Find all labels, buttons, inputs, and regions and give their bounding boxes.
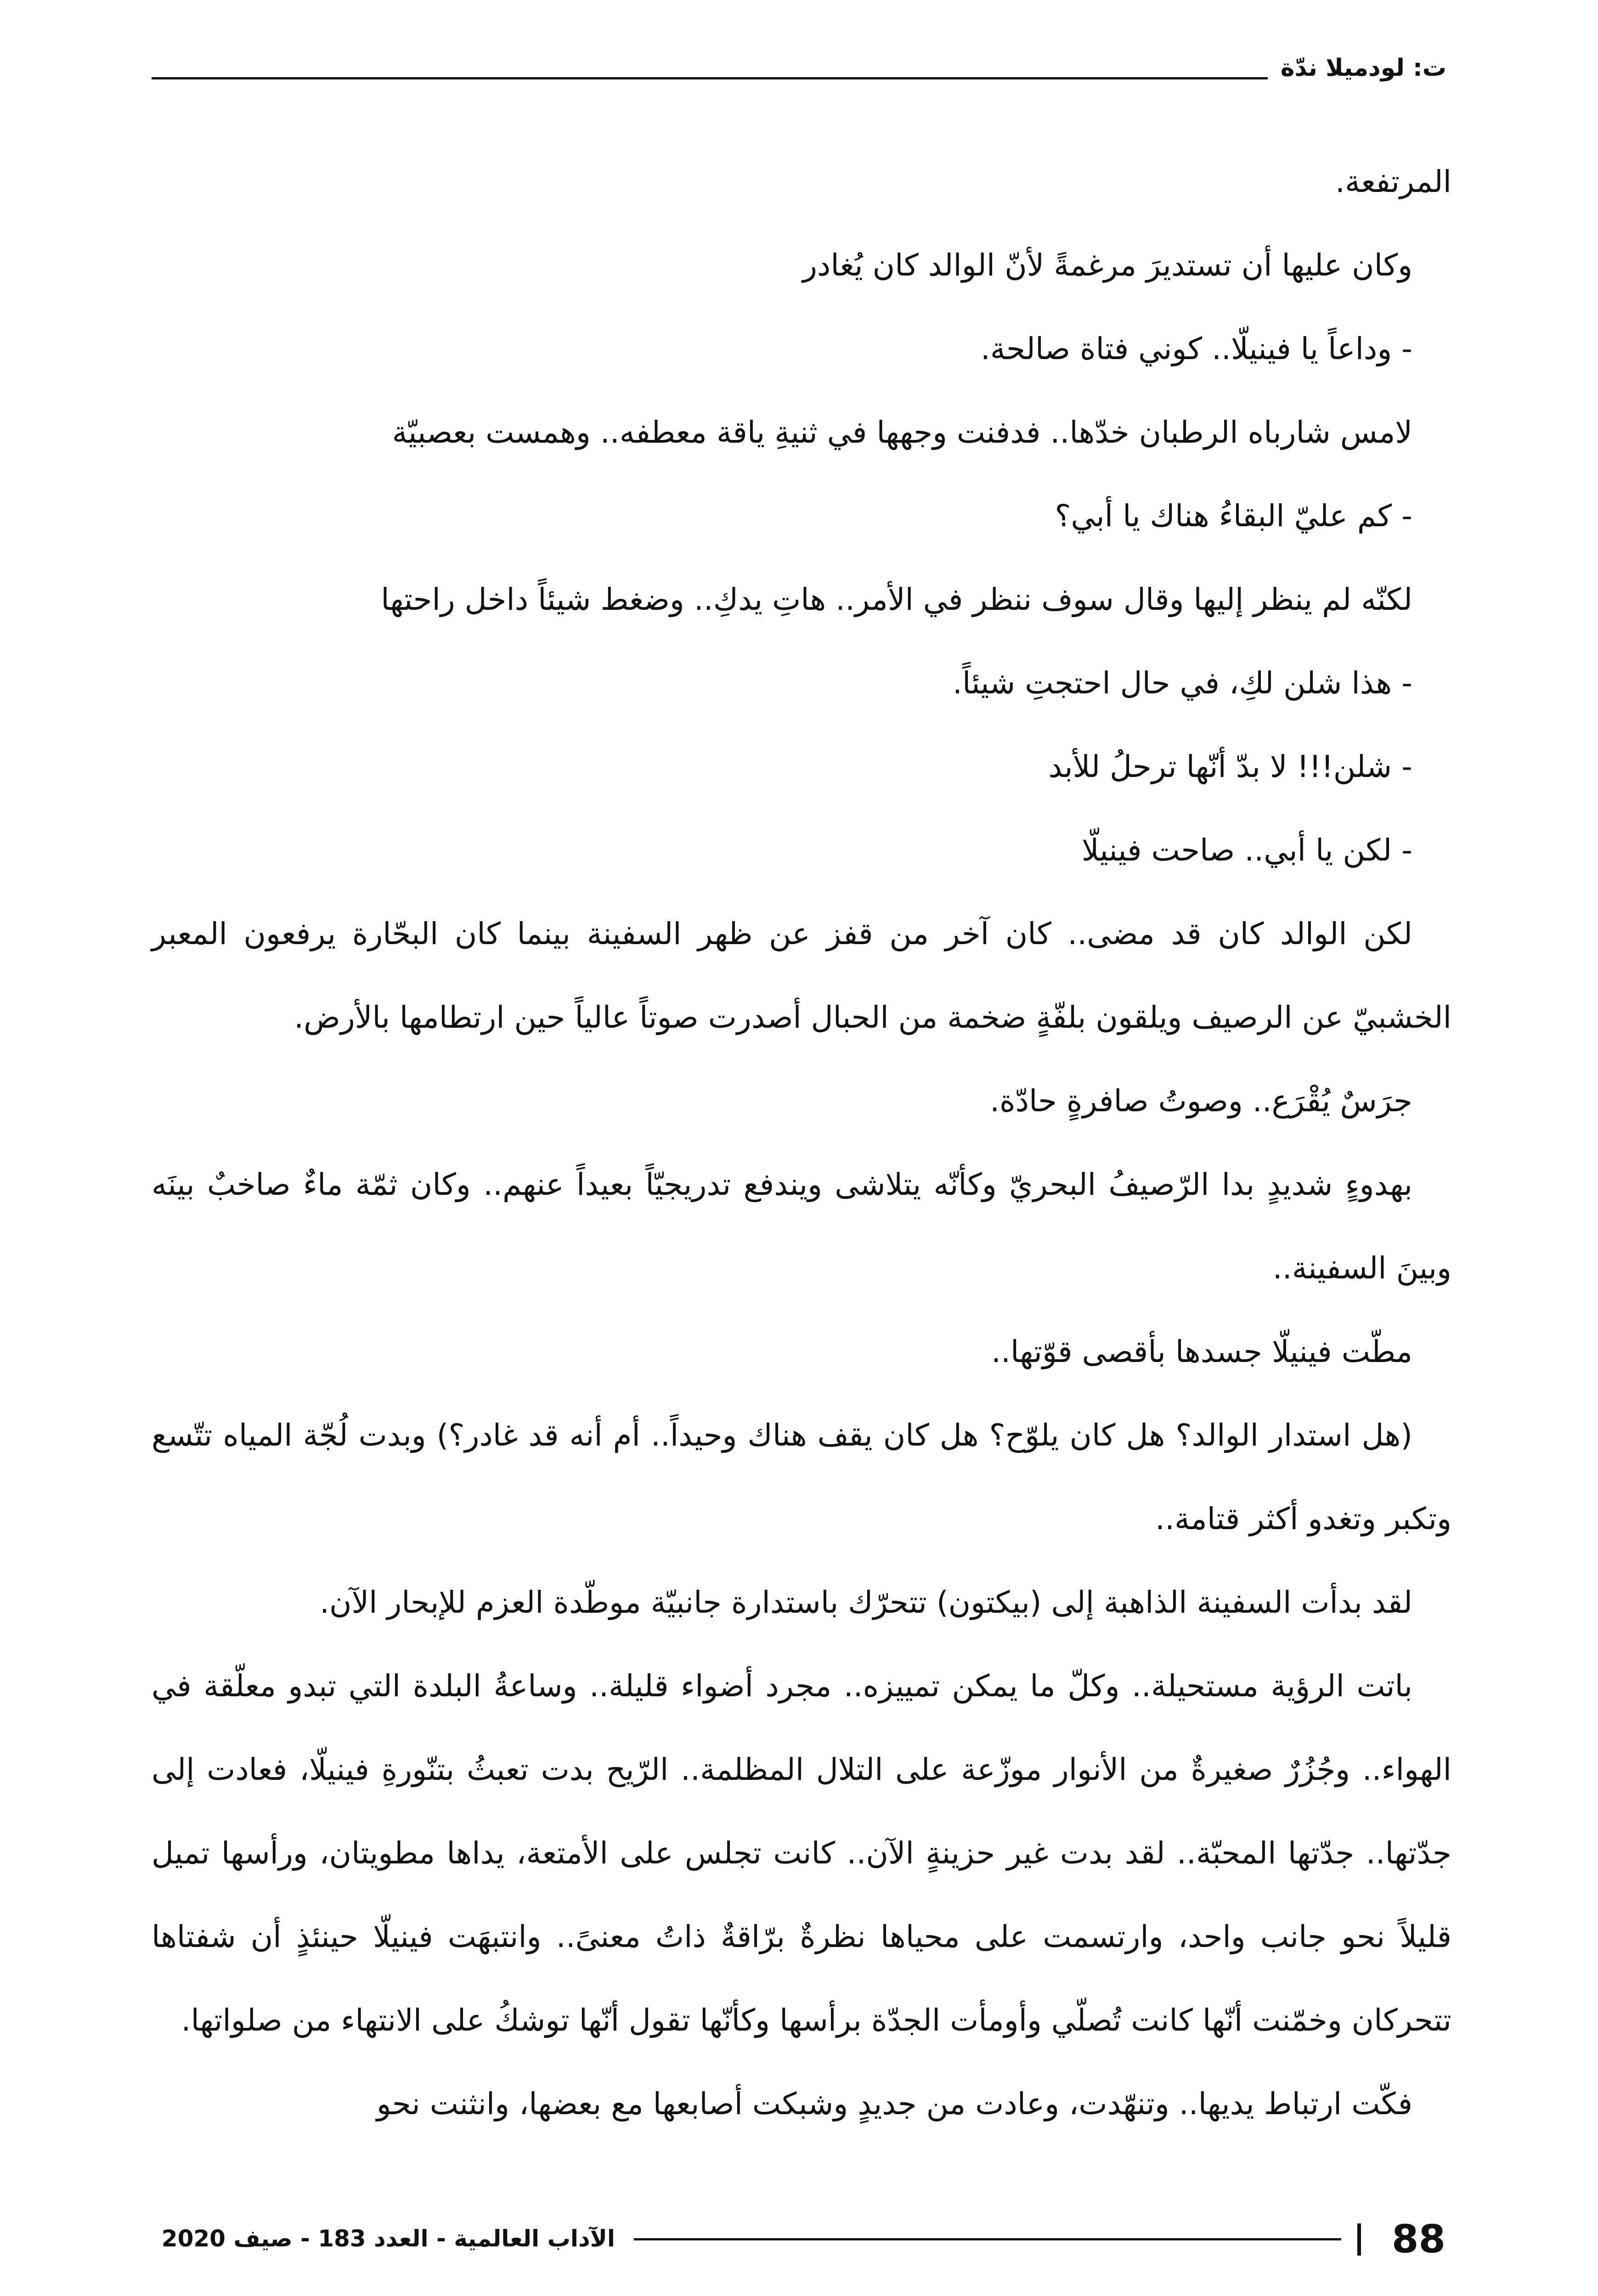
footer-divider-bar: [1357, 2223, 1361, 2256]
paragraph: مطّت فينيلّا جسدها بأقصى قوّتها..: [991, 1334, 1412, 1369]
paragraph: لكن الوالد كان قد مضى.. كان آخر من قفز عن ظهر السفينة بينما كان البحّارة يرفعون المعبر الخشبيّ عن الرصيف ويلقون بلفّةٍ ضخمة من الحبال أصدرت صوتاً عالياً حين ارتطامها بالأرض.: [152, 916, 1451, 1035]
header-author: ت: لودميلا ندّة: [1280, 54, 1446, 82]
paragraph: لامس شارباه الرطبان خدّها.. فدفنت وجهها في ثنيةِ ياقة معطفه.. وهمست بعصبيّة: [392, 415, 1412, 450]
footer-journal-info: الآداب العالمية - العدد 183 - صيف 2020: [161, 2225, 615, 2252]
paragraph: المرتفعة.: [1335, 164, 1451, 199]
paragraph: وكان عليها أن تستديرَ مرغمةً لأنّ الوالد كان يُغادر: [802, 248, 1412, 283]
paragraph: لكنّه لم ينظر إليها وقال سوف ننظر في الأمر.. هاتِ يدكِ.. وضغط شيئاً داخل راحتها: [381, 582, 1412, 617]
footer-rule: [634, 2238, 1341, 2240]
paragraph: لقد بدأت السفينة الذاهبة إلى (بيكتون) تتحرّك باستدارة جانبيّة موطّدة العزم للإبحار الآن.: [320, 1585, 1412, 1620]
paragraph: - كم عليّ البقاءُ هناك يا أبي؟: [1055, 498, 1412, 534]
paragraph: باتت الرؤية مستحيلة.. وكلّ ما يمكن تمييزه.. مجرد أضواء قليلة.. وساعةُ البلدة التي تبدو معلّقة في الهواء.. وجُزُرٌ صغيرةٌ من الأنوار موزّعة على التلال المظلمة.. الرّيح بدت تعبثُ بتنّورةِ فينيلّا، فعادت إلى جدّتها.. جدّتها المحبّة.. لقد بدت غير حزينةٍ الآن.. كانت تجلس على الأمتعة، يداها مطويتان، ورأسها تميل قليلاً نحو جانب واحد، وارتسمت على محياها نظرةٌ برّاقةٌ ذاتُ معنىً.. وانتبهَت فينيلّا حينئذٍ أن شفتاها تتحركان وخمّنت أنّها كانت تُصلّي وأومأت الجدّة برأسها وكأنّها تقول أنّها توشكُ على الانتهاء من صلواتها.: [152, 1668, 1451, 2038]
paragraph: فكّت ارتباط يديها.. وتنهّدت، وعادت من جديدٍ وشبكت أصابعها مع بعضها، وانثنت نحو: [376, 2086, 1412, 2122]
article-body: [152, 140, 1451, 2146]
paragraph: - لكن يا أبي.. صاحت فينيلّا: [1081, 833, 1412, 868]
header-rule: [152, 77, 1268, 79]
paragraph: - هذا شلن لكِ، في حال احتجتِ شيئاً.: [953, 665, 1412, 701]
paragraph: جرَسٌ يُقْرَع.. وصوتُ صافرةٍ حادّة.: [990, 1083, 1412, 1119]
paragraph: - وداعاً يا فينيلّا.. كوني فتاة صالحة.: [980, 331, 1412, 366]
page-number: 88: [1392, 2217, 1446, 2262]
paragraph: - شلن!!! لا بدّ أنّها ترحلُ للأبد: [1048, 749, 1412, 784]
paragraph: بهدوءٍ شديدٍ بدا الرّصيفُ البحريّ وكأنّه يتلاشى ويندفع تدريجيّاً بعيداً عنهم.. وكان ثمّة ماءٌ صاخبٌ بينَه وبينَ السفينة..: [152, 1167, 1451, 1286]
paragraph: (هل استدار الوالد؟ هل كان يلوّح؟ هل كان يقف هناك وحيداً.. أم أنه قد غادر؟) وبدت لُجّة المياه تتّسع وتكبر وتغدو أكثر قتامة..: [152, 1418, 1451, 1536]
